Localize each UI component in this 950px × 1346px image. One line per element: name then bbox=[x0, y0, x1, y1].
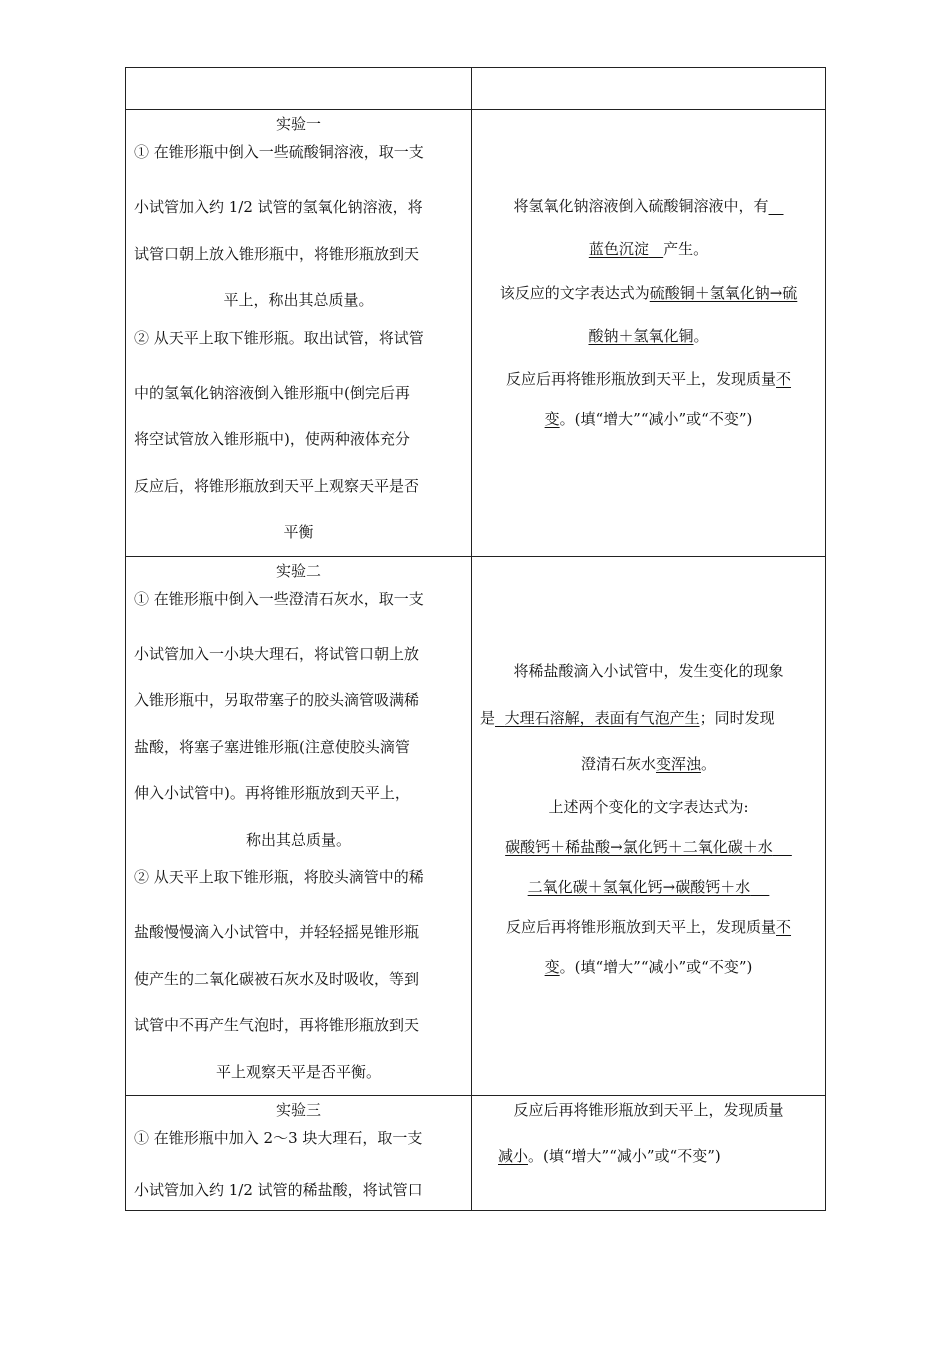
observation-text: 反应后再将锥形瓶放到天平上，发现质量 bbox=[505, 370, 776, 389]
procedure-line: 小试管加入一小块大理石，将试管口朝上放 bbox=[134, 644, 420, 663]
procedure-line: 盐酸，将塞子塞进锥形瓶(注意使胶头滴管 bbox=[134, 737, 410, 756]
procedure-line: 将空试管放入锥形瓶中)，使两种液体充分 bbox=[134, 430, 410, 448]
observation-text: 。 bbox=[701, 754, 717, 773]
procedure-line: 盐酸慢慢滴入小试管中，并轻轻摇晃锥形瓶 bbox=[134, 923, 420, 941]
answer-equation-cont: 酸钠＋氢氧化铜 bbox=[588, 326, 694, 345]
answer-equation-2: 二氧化碳＋氢氧化钙→碳酸钙＋水 bbox=[527, 878, 751, 897]
observation-line: 上述两个变化的文字表达式为: bbox=[548, 798, 749, 817]
procedure-line: ② 从天平上取下锥形瓶。取出试管，将试管 bbox=[134, 328, 424, 347]
answer-turbid: 变浑浊 bbox=[655, 754, 701, 773]
observation-text: 产生。 bbox=[663, 240, 709, 259]
observation-line bbox=[480, 273, 817, 313]
experiment-2-row bbox=[126, 556, 826, 1096]
observation-line bbox=[480, 226, 817, 273]
experiment-1-title: 实验一 bbox=[275, 115, 321, 133]
observation-line bbox=[480, 947, 817, 987]
observation-line bbox=[480, 695, 817, 741]
procedure-line: 使产生的二氧化碳被石灰水及时吸收，等到 bbox=[134, 969, 420, 988]
answer-blue-precipitate: 蓝色沉淀 bbox=[588, 240, 649, 259]
observation-text: 。(填“增大”“减小”或“不变”) bbox=[559, 958, 753, 977]
observation-line bbox=[480, 1142, 817, 1170]
answer-phenomenon: 大理石溶解，表面有气泡产生 bbox=[504, 708, 700, 727]
header-cell-right bbox=[472, 68, 826, 110]
procedure-line: ① 在锥形瓶中加入 2～3 块大理石，取一支 bbox=[134, 1129, 423, 1147]
experiment-table bbox=[125, 67, 826, 1211]
experiment-3-row bbox=[126, 1096, 826, 1211]
observation-text: 反应后再将锥形瓶放到天平上，发现质量 bbox=[505, 918, 776, 937]
procedure-line: ① 在锥形瓶中倒入一些澄清石灰水，取一支 bbox=[134, 589, 424, 608]
observation-line bbox=[480, 359, 817, 399]
experiment-2-title: 实验二 bbox=[275, 561, 321, 580]
answer-decrease: 减小 bbox=[498, 1147, 529, 1165]
procedure-line: ① 在锥形瓶中倒入一些硫酸铜溶液，取一支 bbox=[134, 143, 424, 161]
observation-line bbox=[480, 907, 817, 947]
header-cell-left bbox=[126, 68, 472, 110]
procedure-line: 平衡 bbox=[283, 523, 314, 541]
observation-line bbox=[480, 867, 817, 907]
observation-text: 。 bbox=[693, 326, 709, 345]
experiment-3-procedure bbox=[126, 1096, 472, 1211]
procedure-line: 中的氢氧化钠溶液倒入锥形瓶中(倒完后再 bbox=[134, 383, 410, 402]
observation-line bbox=[480, 741, 817, 788]
procedure-line: 试管口朝上放入锥形瓶中，将锥形瓶放到天 bbox=[134, 244, 420, 263]
answer-mass-cont: 变 bbox=[544, 410, 560, 429]
observation-text: 是 bbox=[480, 708, 496, 727]
observation-text: 。(填“增大”“减小”或“不变”) bbox=[559, 410, 753, 429]
procedure-line: 平上观察天平是否平衡。 bbox=[215, 1062, 381, 1081]
observation-line bbox=[480, 186, 817, 226]
observation-text: 将氢氧化钠溶液倒入硫酸铜溶液中，有 bbox=[513, 197, 769, 216]
procedure-line: 小试管加入约 1/2 试管的稀盐酸，将试管口 bbox=[134, 1181, 423, 1199]
procedure-line: 小试管加入约 1/2 试管的氢氧化钠溶液，将 bbox=[134, 198, 423, 216]
observation-line bbox=[480, 399, 817, 439]
experiment-3-title: 实验三 bbox=[275, 1101, 321, 1119]
observation-line: 反应后再将锥形瓶放到天平上，发现质量 bbox=[513, 1101, 784, 1119]
experiment-2-procedure bbox=[126, 556, 472, 1096]
experiment-1-procedure bbox=[126, 110, 472, 557]
answer-equation: 硫酸铜＋氢氧化钠→硫 bbox=[649, 283, 798, 302]
answer-equation-1: 碳酸钙＋稀盐酸→氯化钙＋二氧化碳＋水 bbox=[505, 838, 773, 857]
experiment-3-observation bbox=[472, 1096, 826, 1211]
procedure-line: 伸入小试管中)。再将锥形瓶放到天平上， bbox=[134, 784, 410, 802]
experiment-1-row bbox=[126, 110, 826, 557]
procedure-line: 称出其总质量。 bbox=[245, 830, 351, 849]
experiment-2-observation bbox=[472, 556, 826, 1096]
observation-text: ；同时发现 bbox=[699, 708, 775, 727]
observation-text: 。(填“增大”“减小”或“不变”) bbox=[528, 1147, 721, 1165]
observation-text: 该反应的文字表达式为 bbox=[499, 283, 650, 302]
answer-mass-cont: 变 bbox=[544, 958, 560, 977]
answer-blank: __ bbox=[768, 197, 784, 216]
header-row bbox=[126, 68, 826, 110]
observation-text: 澄清石灰水 bbox=[580, 754, 656, 773]
procedure-line: 试管中不再产生气泡时，再将锥形瓶放到天 bbox=[134, 1016, 420, 1034]
observation-line bbox=[480, 313, 817, 360]
answer-mass: 不 bbox=[776, 370, 792, 389]
observation-line: 将稀盐酸滴入小试管中，发生变化的现象 bbox=[513, 662, 784, 681]
observation-line bbox=[480, 827, 817, 867]
procedure-line: 平上，称出其总质量。 bbox=[223, 291, 374, 309]
experiment-1-observation bbox=[472, 110, 826, 557]
procedure-line: 入锥形瓶中，另取带塞子的胶头滴管吸满稀 bbox=[134, 691, 420, 709]
procedure-line: ② 从天平上取下锥形瓶，将胶头滴管中的稀 bbox=[134, 868, 424, 886]
answer-mass: 不 bbox=[776, 918, 792, 937]
procedure-line: 反应后，将锥形瓶放到天平上观察天平是否 bbox=[134, 476, 420, 495]
